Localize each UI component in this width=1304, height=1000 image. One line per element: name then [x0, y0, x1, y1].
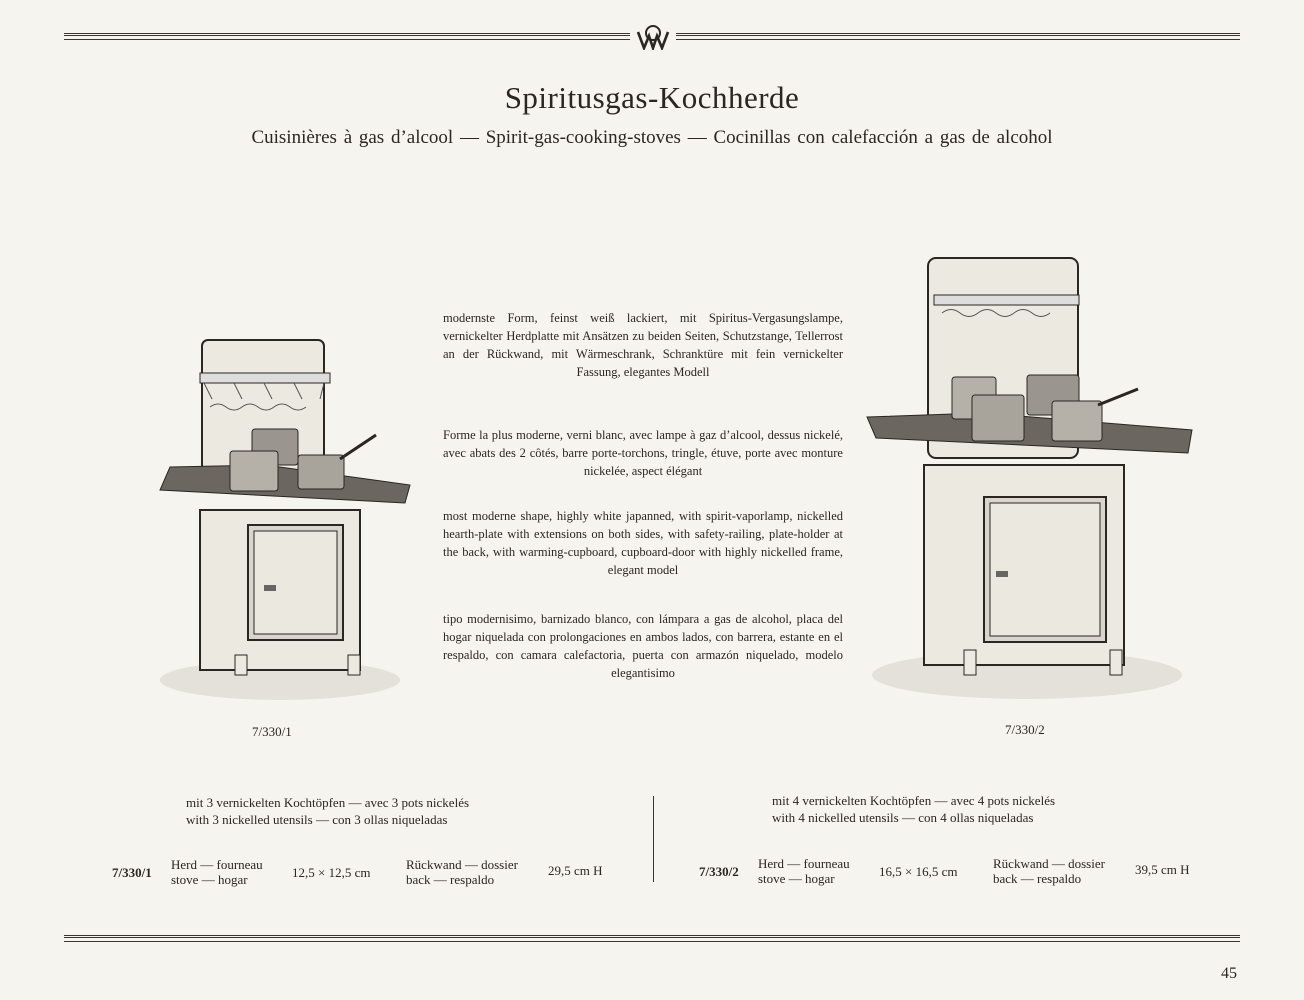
- pots-line-2: with 3 nickelled utensils — con 3 ollas niqueladas: [186, 812, 448, 827]
- pots-line-1: mit 3 vernickelten Kochtöpfen — avec 3 pots nickelés: [186, 795, 470, 810]
- pots-info-2: [772, 792, 1055, 826]
- page-subtitle: Cuisinières à gas d’alcool — Spirit-gas-cooking-stoves — Cocinillas con calefacción a gas de alcohol: [251, 127, 1053, 148]
- description-spanish: tipo modernisimo, barnizado blanco, con lámpara a gas de alcohol, placa del hogar niquelada con prolongaciones en ambos lados, con barrera, estante en el respaldo, con camara calefactoria, puerta con armazón niquelado, modelo elegantisimo: [443, 612, 843, 680]
- spec-size: 12,5 × 12,5 cm: [292, 865, 371, 880]
- top-rule-left: [64, 33, 630, 40]
- page-number: 45: [1221, 965, 1237, 982]
- spec-height: 29,5 cm H: [548, 863, 603, 878]
- spec-height: 39,5 cm H: [1135, 862, 1190, 877]
- spec-code: 7/330/2: [699, 864, 739, 879]
- spec-code: 7/330/1: [112, 865, 152, 880]
- spec-row-2: [654, 856, 1304, 888]
- spec-back-line2: back — respaldo: [406, 872, 495, 887]
- caption-product-2: 7/330/2: [1005, 722, 1045, 737]
- spec-row-1: [0, 857, 652, 889]
- bottom-rule: [64, 935, 1240, 942]
- spec-herd-line1: Herd — fourneau: [758, 856, 850, 871]
- description-french: Forme la plus moderne, verni blanc, avec lampe à gaz d’alcool, dessus nickelé, avec abats des 2 côtés, barre porte-torchons, tringle, étuve, porte avec monture nickelée, aspect élégant: [443, 428, 843, 478]
- spec-herd-line1: Herd — fourneau: [171, 857, 263, 872]
- stove-illustration-large: [862, 255, 1197, 705]
- pots-line-2: with 4 nickelled utensils — con 4 ollas niqueladas: [772, 810, 1034, 825]
- pots-info-1: [186, 794, 469, 828]
- ww-monogram-icon: [634, 24, 672, 50]
- spec-herd-line2: stove — hogar: [171, 872, 248, 887]
- pots-line-1: mit 4 vernickelten Kochtöpfen — avec 4 pots nickelés: [772, 793, 1056, 808]
- description-english: most moderne shape, highly white japanned, with spirit-vaporlamp, nickelled hearth-plate with extensions on both sides, with safety-railing, plate-holder at the back, with warming-cupboard, cupboard-door with highly nickelled frame, elegant model: [443, 509, 843, 577]
- top-rule-right: [676, 33, 1240, 40]
- spec-back-line1: Rückwand — dossier: [993, 856, 1105, 871]
- spec-back-line2: back — respaldo: [993, 871, 1082, 886]
- stove-illustration-small: [150, 335, 415, 705]
- description-german: modernste Form, feinst weiß lackiert, mit Spiritus-Vergasungslampe, vernickelter Herdplatte mit Ansätzen zu beiden Seiten, Schutzstange, Tellerrost an der Rückwand, mit Wärmeschrank, Schranktüre mit fein vernickelter Fassung, elegantes Modell: [443, 311, 843, 379]
- spec-herd-line2: stove — hogar: [758, 871, 835, 886]
- page-title: Spiritusgas-Kochherde: [504, 80, 800, 115]
- spec-size: 16,5 × 16,5 cm: [879, 864, 958, 879]
- caption-product-1: 7/330/1: [252, 724, 292, 739]
- spec-back-line1: Rückwand — dossier: [406, 857, 518, 872]
